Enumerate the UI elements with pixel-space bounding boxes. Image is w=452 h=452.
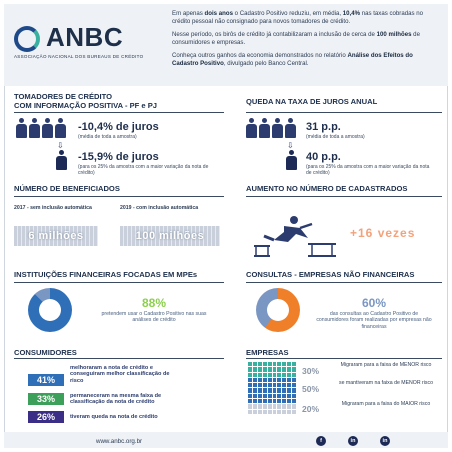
waffle-cell (263, 367, 267, 371)
waffle-cell (292, 399, 296, 403)
waffle-cell (292, 404, 296, 408)
waffle-cell (277, 367, 281, 371)
consumidores-badge: 33% (28, 393, 64, 405)
waffle-cell (273, 373, 277, 377)
waffle-cell (268, 404, 272, 408)
intro-paragraph-3: Conheça outros ganhos da economia demonstrados no relatório Análise dos Efeitos do Cadastro Positivo, divulgado pelo Banco Central. (172, 52, 413, 67)
waffle-cell (273, 410, 277, 414)
waffle-cell (282, 383, 286, 387)
waffle-cell (282, 388, 286, 392)
waffle-cell (248, 367, 252, 371)
linkedin-icon[interactable]: in (348, 436, 358, 446)
waffle-cell (248, 362, 252, 366)
consumidores-badge: 41% (28, 374, 64, 386)
anbc-logo-icon (14, 26, 40, 52)
people-icon-group (16, 118, 66, 138)
consumidores-text: tiveram queda na nota de crédito (70, 414, 158, 420)
waffle-cell (253, 394, 257, 398)
waffle-cell (277, 394, 281, 398)
waffle-cell (263, 378, 267, 382)
waffle-cell (282, 404, 286, 408)
tomadores-stat-1-note: (média de toda a amostra) (78, 134, 137, 140)
beneficiados-title: NÚMERO DE BENEFICIADOS (14, 184, 120, 193)
waffle-cell (248, 410, 252, 414)
divider (246, 196, 442, 197)
divider (14, 282, 224, 283)
consumidores-text: permaneceram na mesma faixa de classificação da nota de crédito (70, 393, 162, 406)
waffle-cell (287, 399, 291, 403)
waffle-cell (263, 399, 267, 403)
beneficiados-label-2019: 2019 - com inclusão automática (120, 205, 199, 211)
person-icon (286, 150, 297, 170)
waffle-cell (268, 362, 272, 366)
waffle-cell (273, 378, 277, 382)
waffle-cell (253, 362, 257, 366)
people-icon-group (246, 118, 296, 138)
waffle-cell (253, 378, 257, 382)
queda-stat-1: 31 p.p. (306, 121, 341, 133)
waffle-cell (282, 394, 286, 398)
waffle-cell (258, 367, 262, 371)
waffle-cell (277, 362, 281, 366)
waffle-cell (287, 383, 291, 387)
waffle-cell (258, 378, 262, 382)
waffle-cell (258, 399, 262, 403)
waffle-cell (258, 383, 262, 387)
waffle-cell (287, 388, 291, 392)
waffle-cell (273, 399, 277, 403)
waffle-cell (282, 378, 286, 382)
tomadores-stat-2: -15,9% de juros (78, 151, 159, 163)
waffle-cell (277, 383, 281, 387)
hurdle-runner-icon (250, 212, 342, 262)
person-icon (285, 118, 296, 138)
waffle-cell (282, 373, 286, 377)
cadastrados-title: AUMENTO NO NÚMERO DE CADASTRADOS (246, 184, 408, 193)
brand-subtitle: ASSOCIAÇÃO NACIONAL DOS BUREAUS DE CRÉDITO (14, 54, 144, 59)
waffle-cell (253, 399, 257, 403)
empresas-waffle-chart (248, 362, 296, 414)
waffle-cell (253, 410, 257, 414)
waffle-cell (287, 362, 291, 366)
beneficiados-label-2017: 2017 - sem inclusão automática (14, 205, 92, 211)
linkedin-icon[interactable]: in (380, 436, 390, 446)
waffle-cell (273, 404, 277, 408)
waffle-cell (248, 373, 252, 377)
arrow-down-icon: ⇩ (57, 141, 64, 150)
waffle-cell (263, 373, 267, 377)
waffle-cell (268, 378, 272, 382)
waffle-cell (287, 378, 291, 382)
instituicoes-text: pretendem usar o Cadastro Positivo nas suas análises de crédito (101, 311, 207, 324)
intro-paragraph-2: Nesse período, os birôs de crédito já contabilizaram a inclusão de cerca de 100 milhões de consumidores e empresas. (172, 31, 420, 46)
waffle-cell (287, 367, 291, 371)
waffle-cell (273, 383, 277, 387)
arrow-down-icon: ⇩ (287, 141, 294, 150)
waffle-cell (253, 373, 257, 377)
empresas-text: Migraram para a faixa do MAIOR risco (341, 401, 431, 407)
waffle-cell (248, 388, 252, 392)
divider (246, 358, 442, 359)
empresas-percent: 50% (302, 384, 320, 394)
waffle-cell (282, 399, 286, 403)
waffle-cell (258, 388, 262, 392)
empresas-title: EMPRESAS (246, 348, 289, 357)
empresas-text: se mantiveram na faixa de MENOR risco (339, 380, 433, 386)
waffle-cell (292, 373, 296, 377)
waffle-cell (292, 367, 296, 371)
empresas-percent: 20% (302, 404, 320, 414)
instituicoes-donut-chart (28, 288, 72, 332)
waffle-cell (263, 410, 267, 414)
waffle-cell (292, 410, 296, 414)
instituicoes-percent: 88% (141, 296, 167, 310)
waffle-cell (277, 410, 281, 414)
waffle-cell (277, 388, 281, 392)
tomadores-title: TOMADORES DE CRÉDITO COM INFORMAÇÃO POSITIVA - PF e PJ (14, 92, 158, 110)
waffle-cell (287, 394, 291, 398)
tomadores-stat-1: -10,4% de juros (78, 121, 159, 133)
person-icon (29, 118, 40, 138)
consumidores-badge: 26% (28, 411, 64, 423)
divider (14, 112, 224, 113)
person-icon (259, 118, 270, 138)
waffle-cell (292, 383, 296, 387)
beneficiados-2017-bar: 6 milhões (14, 226, 98, 246)
person-icon (42, 118, 53, 138)
empresas-text: Migraram para a faixa de MENOR risco (340, 362, 432, 368)
people-icon-group-highlight (286, 150, 297, 170)
waffle-cell (253, 383, 257, 387)
waffle-cell (253, 388, 257, 392)
waffle-cell (268, 410, 272, 414)
waffle-cell (263, 404, 267, 408)
consultas-donut-chart (256, 288, 300, 332)
waffle-cell (268, 383, 272, 387)
waffle-cell (263, 394, 267, 398)
waffle-cell (292, 362, 296, 366)
waffle-cell (277, 373, 281, 377)
waffle-cell (287, 404, 291, 408)
empresas-percent: 30% (302, 366, 320, 376)
consultas-text: das consultas ao Cadastro Positivo de consumidores foram realizadas por empresas não financeiras (316, 311, 432, 330)
person-icon (56, 150, 67, 170)
people-icon-group-highlight (56, 150, 67, 170)
waffle-cell (282, 367, 286, 371)
waffle-cell (273, 362, 277, 366)
queda-stat-2: 40 p.p. (306, 151, 341, 163)
beneficiados-2019-bar: 100 milhões (120, 226, 220, 246)
consultas-percent: 60% (361, 296, 387, 310)
intro-paragraph-1: Em apenas dois anos o Cadastro Positivo reduziu, em média, 10,4% nas taxas cobradas no crédito pessoal não consignado para novos tomadores de crédito. (172, 10, 424, 25)
waffle-cell (287, 410, 291, 414)
waffle-cell (277, 399, 281, 403)
divider (246, 112, 442, 113)
person-icon (246, 118, 257, 138)
brand-name: ANBC (46, 22, 124, 52)
waffle-cell (292, 378, 296, 382)
consumidores-text: melhoraram a nota de crédito e conseguiram melhor classificação de risco (70, 365, 170, 384)
divider (246, 282, 442, 283)
waffle-cell (248, 383, 252, 387)
waffle-cell (273, 367, 277, 371)
consumidores-title: CONSUMIDORES (14, 348, 77, 357)
cadastrados-value: +16 vezes (350, 226, 416, 240)
waffle-cell (277, 378, 281, 382)
queda-stat-2-note: (para os 25% da amostra com a maior variação da nota de crédito) (306, 164, 430, 176)
website-link[interactable]: www.anbc.org.br (96, 438, 143, 445)
waffle-cell (292, 394, 296, 398)
consultas-title: CONSULTAS - EMPRESAS NÃO FINANCEIRAS (246, 270, 415, 279)
waffle-cell (268, 388, 272, 392)
waffle-cell (258, 394, 262, 398)
tomadores-stat-2-note: (para os 25% da amostra com a maior variação da nota de crédito) (78, 164, 209, 176)
waffle-cell (248, 378, 252, 382)
queda-stat-1-note: (média de toda a amostra) (306, 134, 365, 140)
waffle-cell (248, 394, 252, 398)
person-icon (16, 118, 27, 138)
intro-text (172, 10, 440, 73)
anbc-logo (14, 22, 164, 62)
waffle-cell (268, 367, 272, 371)
person-icon (272, 118, 283, 138)
waffle-cell (282, 362, 286, 366)
waffle-cell (273, 394, 277, 398)
waffle-cell (253, 404, 257, 408)
waffle-cell (287, 373, 291, 377)
waffle-cell (258, 404, 262, 408)
waffle-cell (268, 399, 272, 403)
waffle-cell (282, 410, 286, 414)
waffle-cell (263, 388, 267, 392)
waffle-cell (273, 388, 277, 392)
waffle-cell (258, 373, 262, 377)
waffle-cell (253, 367, 257, 371)
divider (14, 196, 224, 197)
waffle-cell (248, 399, 252, 403)
divider (14, 358, 224, 359)
waffle-cell (258, 362, 262, 366)
waffle-cell (263, 383, 267, 387)
queda-title: QUEDA NA TAXA DE JUROS ANUAL (246, 97, 378, 106)
waffle-cell (292, 388, 296, 392)
waffle-cell (268, 394, 272, 398)
waffle-cell (263, 362, 267, 366)
waffle-cell (258, 410, 262, 414)
waffle-cell (277, 404, 281, 408)
waffle-cell (248, 404, 252, 408)
waffle-cell (268, 373, 272, 377)
person-icon (55, 118, 66, 138)
instituicoes-title: INSTITUIÇÕES FINANCEIRAS FOCADAS EM MPEs (14, 270, 198, 279)
facebook-icon[interactable]: f (316, 436, 326, 446)
